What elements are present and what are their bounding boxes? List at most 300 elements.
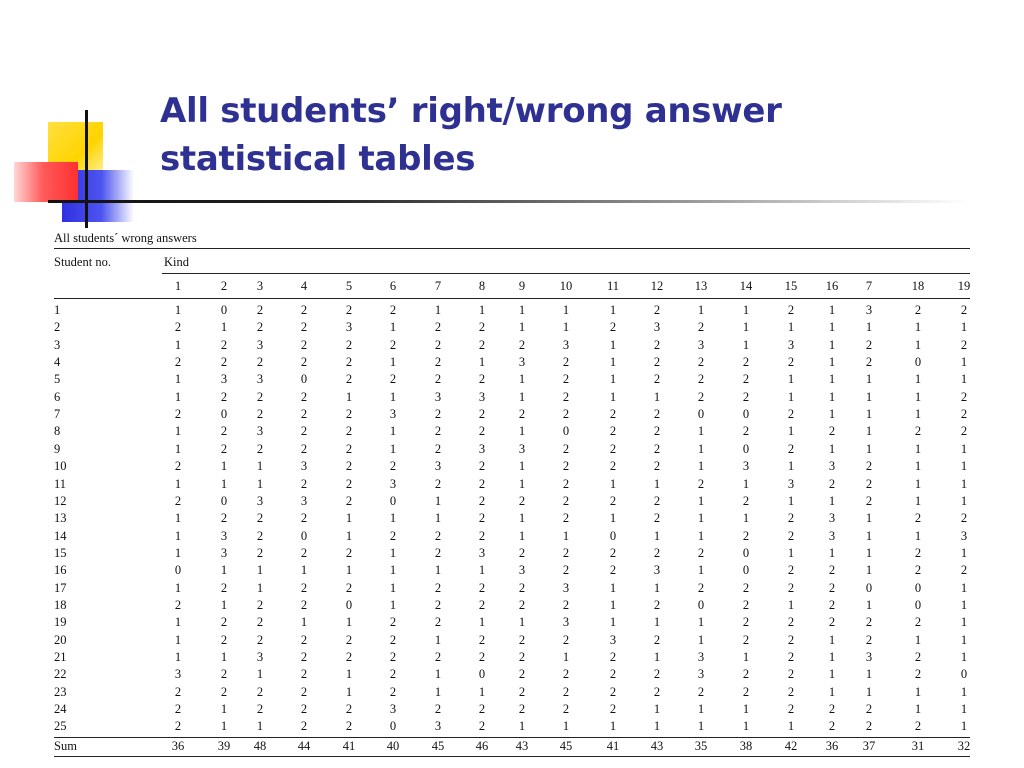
table-cell: 1 [174,580,182,595]
table-cell: 2 [478,632,486,647]
table-cell: 1 [914,407,922,422]
table-cell: 0 [914,580,922,595]
table-cell: 2 [697,320,705,335]
table-cell: 2 [345,493,353,508]
table-cell: 1 [697,441,705,456]
table-cell: 1 [697,563,705,578]
table-cell: 1 [697,459,705,474]
table-cell: 35 [694,738,708,753]
table-cell: 2 [300,355,308,370]
table-cell: 2 [653,493,661,508]
row-label: 10 [54,459,67,474]
table-cell: 1 [742,320,750,335]
table-cell: 2 [742,372,750,387]
table-cell: 3 [518,355,526,370]
table-cell: 2 [300,441,308,456]
column-header-kind: 3 [256,279,264,293]
table-cell: 42 [784,738,798,753]
table-cell: 2 [300,303,308,317]
table-cell: 2 [300,597,308,612]
table-cell: 2 [434,615,442,630]
table-cell: 3 [220,545,228,560]
column-header-kind: 6 [389,279,397,293]
table-cell: 2 [609,493,617,508]
wrong-answers-table [54,230,971,753]
row-label: 19 [54,615,67,630]
table-cell: 1 [389,320,397,335]
table-cell: 1 [914,441,922,456]
table-cell: 3 [865,650,873,664]
table-cell: 1 [787,372,795,387]
table-cell: 1 [828,667,836,682]
table-cell: 2 [787,650,795,664]
table-cell: 2 [220,337,228,352]
table-cell: 2 [562,684,570,699]
table-cell: 3 [434,389,442,404]
table-cell: 2 [300,337,308,352]
table-cell: 1 [609,337,617,352]
table-cell: 1 [434,303,442,317]
table-cell: 1 [914,459,922,474]
table-cell: 1 [865,372,873,387]
table-cell: 2 [609,702,617,717]
table-cell: 3 [389,702,397,717]
table-cell: 1 [960,459,968,474]
slide-title [160,87,782,183]
table-cell: 3 [256,424,264,439]
table-cell: 1 [518,372,526,387]
table-cell: 1 [653,528,661,543]
table-cell: 2 [434,702,442,717]
table-cell: 2 [960,389,968,404]
table-cell: 46 [475,738,489,753]
table-cell: 3 [787,476,795,491]
table-cell: 2 [609,459,617,474]
table-cell: 1 [960,476,968,491]
table-cell: 1 [742,650,750,664]
table-cell: 1 [345,389,353,404]
table-cell: 2 [518,337,526,352]
table-cell: 2 [345,650,353,664]
table-cell: 2 [828,702,836,717]
table-cell: 1 [220,476,228,491]
table-cell: 1 [960,702,968,717]
table-cell: 2 [653,303,661,317]
table-cell: 2 [787,667,795,682]
table-cell: 2 [742,424,750,439]
table-cell: 1 [865,441,873,456]
table-cell: 3 [256,650,264,664]
table-cell: 2 [220,389,228,404]
table-cell: 36 [171,738,185,753]
table-cell: 0 [697,407,705,422]
table-cell: 2 [562,632,570,647]
table-cell: 1 [653,719,661,734]
table-cell: 2 [478,580,486,595]
table-cell: 1 [389,355,397,370]
table-cell: 2 [562,493,570,508]
table-cell: 3 [697,667,705,682]
table-cell: 2 [389,615,397,630]
table-cell: 2 [742,355,750,370]
table-cell: 1 [787,320,795,335]
table-cell: 0 [742,407,750,422]
table-cell: 2 [345,719,353,734]
table-cell: 2 [653,597,661,612]
table-cell: 2 [960,303,968,317]
table-cell: 1 [653,580,661,595]
column-header-kind: 5 [345,279,353,293]
table-cell: 2 [865,459,873,474]
table-cell: 2 [562,545,570,560]
table-cell: 2 [865,476,873,491]
table-cell: 2 [220,580,228,595]
table-row [54,406,970,423]
column-header-kind: 16 [825,279,839,293]
table-cell: 2 [562,459,570,474]
table-cell: 0 [220,493,228,508]
row-label: Sum [54,738,77,753]
table-cell: 3 [562,337,570,352]
table-cell: 2 [562,597,570,612]
row-label: 22 [54,667,67,682]
table-cell: 1 [174,511,182,526]
table-row [54,476,970,493]
table-cell: 1 [345,563,353,578]
table-cell: 2 [653,372,661,387]
table-cell: 2 [478,528,486,543]
table-cell: 1 [828,337,836,352]
table-cell: 1 [653,615,661,630]
table-cell: 2 [300,407,308,422]
column-header-kind: 10 [559,279,573,293]
table-top-rule [54,248,970,249]
row-label: 13 [54,511,67,526]
table-cell: 2 [478,493,486,508]
table-cell: 1 [609,580,617,595]
table-cell: 2 [518,493,526,508]
table-cell: 1 [828,632,836,647]
table-cell: 2 [174,355,182,370]
table-cell: 0 [345,597,353,612]
table-cell: 3 [828,459,836,474]
table-cell: 3 [562,580,570,595]
table-cell: 1 [174,389,182,404]
table-cell: 1 [960,615,968,630]
table-cell: 1 [960,597,968,612]
table-cell: 1 [256,667,264,682]
table-cell: 2 [914,615,922,630]
table-row [54,666,970,683]
table-cell: 1 [389,580,397,595]
table-cell: 1 [389,424,397,439]
table-cell: 2 [609,424,617,439]
table-cell: 1 [389,441,397,456]
table-cell: 1 [478,684,486,699]
table-cell: 1 [960,580,968,595]
table-cell: 1 [562,719,570,734]
table-cell: 1 [562,650,570,664]
table-cell: 1 [389,597,397,612]
table-cell: 2 [609,650,617,664]
table-cell: 3 [609,632,617,647]
table-cell: 2 [518,650,526,664]
table-cell: 1 [174,528,182,543]
table-cell: 1 [960,355,968,370]
table-cell: 2 [389,303,397,317]
column-header-kind: 18 [911,279,925,293]
table-row [54,562,970,579]
row-label: 20 [54,632,67,647]
table-cell: 2 [960,511,968,526]
table-cell: 1 [960,441,968,456]
table-cell: 2 [478,424,486,439]
table-cell: 0 [742,563,750,578]
table-cell: 1 [828,389,836,404]
table-cell: 1 [609,476,617,491]
table-cell: 2 [653,407,661,422]
table-row [54,337,970,354]
table-cell: 2 [256,407,264,422]
table-cell: 1 [174,424,182,439]
table-cell: 2 [653,545,661,560]
table-cell: 1 [478,303,486,317]
table-cell: 3 [256,337,264,352]
table-cell: 3 [697,650,705,664]
table-cell: 2 [256,528,264,543]
table-row [54,441,970,458]
table-cell: 2 [300,702,308,717]
table-cell: 39 [217,738,231,753]
table-cell: 48 [253,738,267,753]
table-cell: 2 [787,580,795,595]
header-bottom-rule [54,298,970,299]
table-cell: 2 [174,597,182,612]
table-row [54,319,970,336]
table-cell: 1 [345,684,353,699]
table-cell: 2 [345,424,353,439]
table-cell: 2 [256,441,264,456]
table-cell: 2 [742,528,750,543]
table-cell: 2 [434,337,442,352]
table-cell: 1 [434,684,442,699]
table-cell: 2 [300,580,308,595]
table-cell: 2 [300,389,308,404]
table-cell: 0 [389,493,397,508]
table-cell: 1 [828,320,836,335]
table-cell: 2 [787,528,795,543]
table-cell: 1 [828,303,836,317]
table-row [54,458,970,475]
table-cell: 1 [960,684,968,699]
table-cell: 2 [389,459,397,474]
table-cell: 1 [865,667,873,682]
table-cell: 2 [220,615,228,630]
row-label: 5 [54,372,61,387]
table-cell: 2 [434,597,442,612]
table-cell: 1 [518,424,526,439]
table-cell: 2 [697,545,705,560]
table-cell: 2 [174,684,182,699]
table-cell: 2 [434,545,442,560]
table-cell: 1 [220,563,228,578]
table-row [54,389,970,406]
table-cell: 1 [697,511,705,526]
table-cell: 1 [389,545,397,560]
table-row [54,528,970,545]
table-row [54,545,970,562]
table-cell: 2 [389,667,397,682]
table-cell: 2 [960,407,968,422]
kind-header-rule [162,273,970,274]
table-cell: 2 [478,719,486,734]
table-cell: 1 [609,389,617,404]
row-label: 18 [54,597,67,612]
student-no-header: Student no. [54,255,111,269]
table-cell: 2 [697,684,705,699]
table-cell: 1 [256,476,264,491]
column-header-kind: 11 [606,279,620,293]
table-cell: 2 [256,355,264,370]
table-cell: 1 [434,563,442,578]
table-cell: 2 [914,650,922,664]
table-cell: 2 [865,632,873,647]
table-cell: 1 [174,545,182,560]
table-cell: 2 [256,389,264,404]
table-cell: 2 [300,511,308,526]
table-row [54,614,970,631]
table-cell: 2 [345,476,353,491]
table-cell: 2 [653,511,661,526]
table-cell: 3 [300,459,308,474]
table-cell: 0 [478,667,486,682]
table-cell: 2 [914,563,922,578]
table-cell: 2 [828,580,836,595]
table-cell: 1 [865,407,873,422]
table-cell: 3 [300,493,308,508]
table-cell: 1 [914,320,922,335]
table-cell: 2 [256,320,264,335]
column-header-kind: 9 [518,279,526,293]
table-cell: 45 [559,738,573,753]
table-cell: 2 [787,511,795,526]
row-label: 4 [54,355,61,370]
row-label: 7 [54,407,61,422]
table-cell: 2 [742,632,750,647]
table-cell: 2 [345,355,353,370]
table-cell: 1 [518,476,526,491]
table-cell: 3 [256,493,264,508]
table-cell: 1 [787,545,795,560]
table-cell: 3 [742,459,750,474]
table-cell: 2 [434,476,442,491]
table-cell: 2 [787,407,795,422]
table-cell: 2 [828,563,836,578]
table-cell: 1 [434,511,442,526]
table-row [54,302,970,319]
table-cell: 1 [697,424,705,439]
table-cell: 3 [828,528,836,543]
slide-title-line-2: statistical tables [160,139,476,179]
table-cell: 2 [220,684,228,699]
table-cell: 2 [787,615,795,630]
table-cell: 0 [960,667,968,682]
title-underline [48,200,968,203]
table-cell: 2 [220,511,228,526]
table-row [54,684,970,701]
table-cell: 2 [914,424,922,439]
table-cell: 2 [345,303,353,317]
table-cell: 2 [960,563,968,578]
table-cell: 2 [345,441,353,456]
table-cell: 1 [697,528,705,543]
table-cell: 1 [174,650,182,664]
table-cell: 2 [742,684,750,699]
table-cell: 2 [518,597,526,612]
table-cell: 1 [389,511,397,526]
table-cell: 2 [742,597,750,612]
table-cell: 2 [787,303,795,317]
table-cell: 2 [960,337,968,352]
table-cell: 2 [345,459,353,474]
table-cell: 2 [478,459,486,474]
row-label: 6 [54,389,61,404]
table-cell: 1 [518,389,526,404]
table-cell: 2 [787,684,795,699]
table-cell: 1 [697,493,705,508]
table-cell: 2 [653,424,661,439]
table-cell: 1 [174,303,182,317]
table-cell: 1 [562,528,570,543]
table-cell: 1 [914,389,922,404]
table-cell: 1 [697,303,705,317]
table-row [54,632,970,649]
table-cell: 0 [914,597,922,612]
table-cell: 2 [914,303,922,317]
table-cell: 2 [562,372,570,387]
table-cell: 2 [742,667,750,682]
row-label: 15 [54,545,67,560]
table-cell: 2 [828,424,836,439]
table-cell: 1 [742,303,750,317]
table-cell: 2 [220,441,228,456]
table-cell: 1 [787,493,795,508]
column-header-kind: 2 [220,279,228,293]
row-label: 3 [54,337,61,352]
table-cell: 3 [389,407,397,422]
table-cell: 41 [342,738,356,753]
table-cell: 2 [518,632,526,647]
column-header-kind: 7 [865,279,873,293]
table-cell: 1 [914,702,922,717]
table-cell: 1 [518,511,526,526]
table-cell: 2 [562,441,570,456]
table-cell: 3 [787,337,795,352]
table-cell: 2 [787,441,795,456]
table-cell: 1 [256,459,264,474]
table-cell: 1 [697,719,705,734]
table-cell: 1 [220,702,228,717]
table-cell: 1 [434,493,442,508]
table-cell: 2 [220,424,228,439]
table-cell: 2 [914,511,922,526]
table-cell: 2 [518,407,526,422]
table-cell: 1 [960,545,968,560]
table-cell: 2 [434,355,442,370]
table-cell: 3 [220,528,228,543]
table-cell: 1 [220,597,228,612]
table-cell: 2 [389,337,397,352]
